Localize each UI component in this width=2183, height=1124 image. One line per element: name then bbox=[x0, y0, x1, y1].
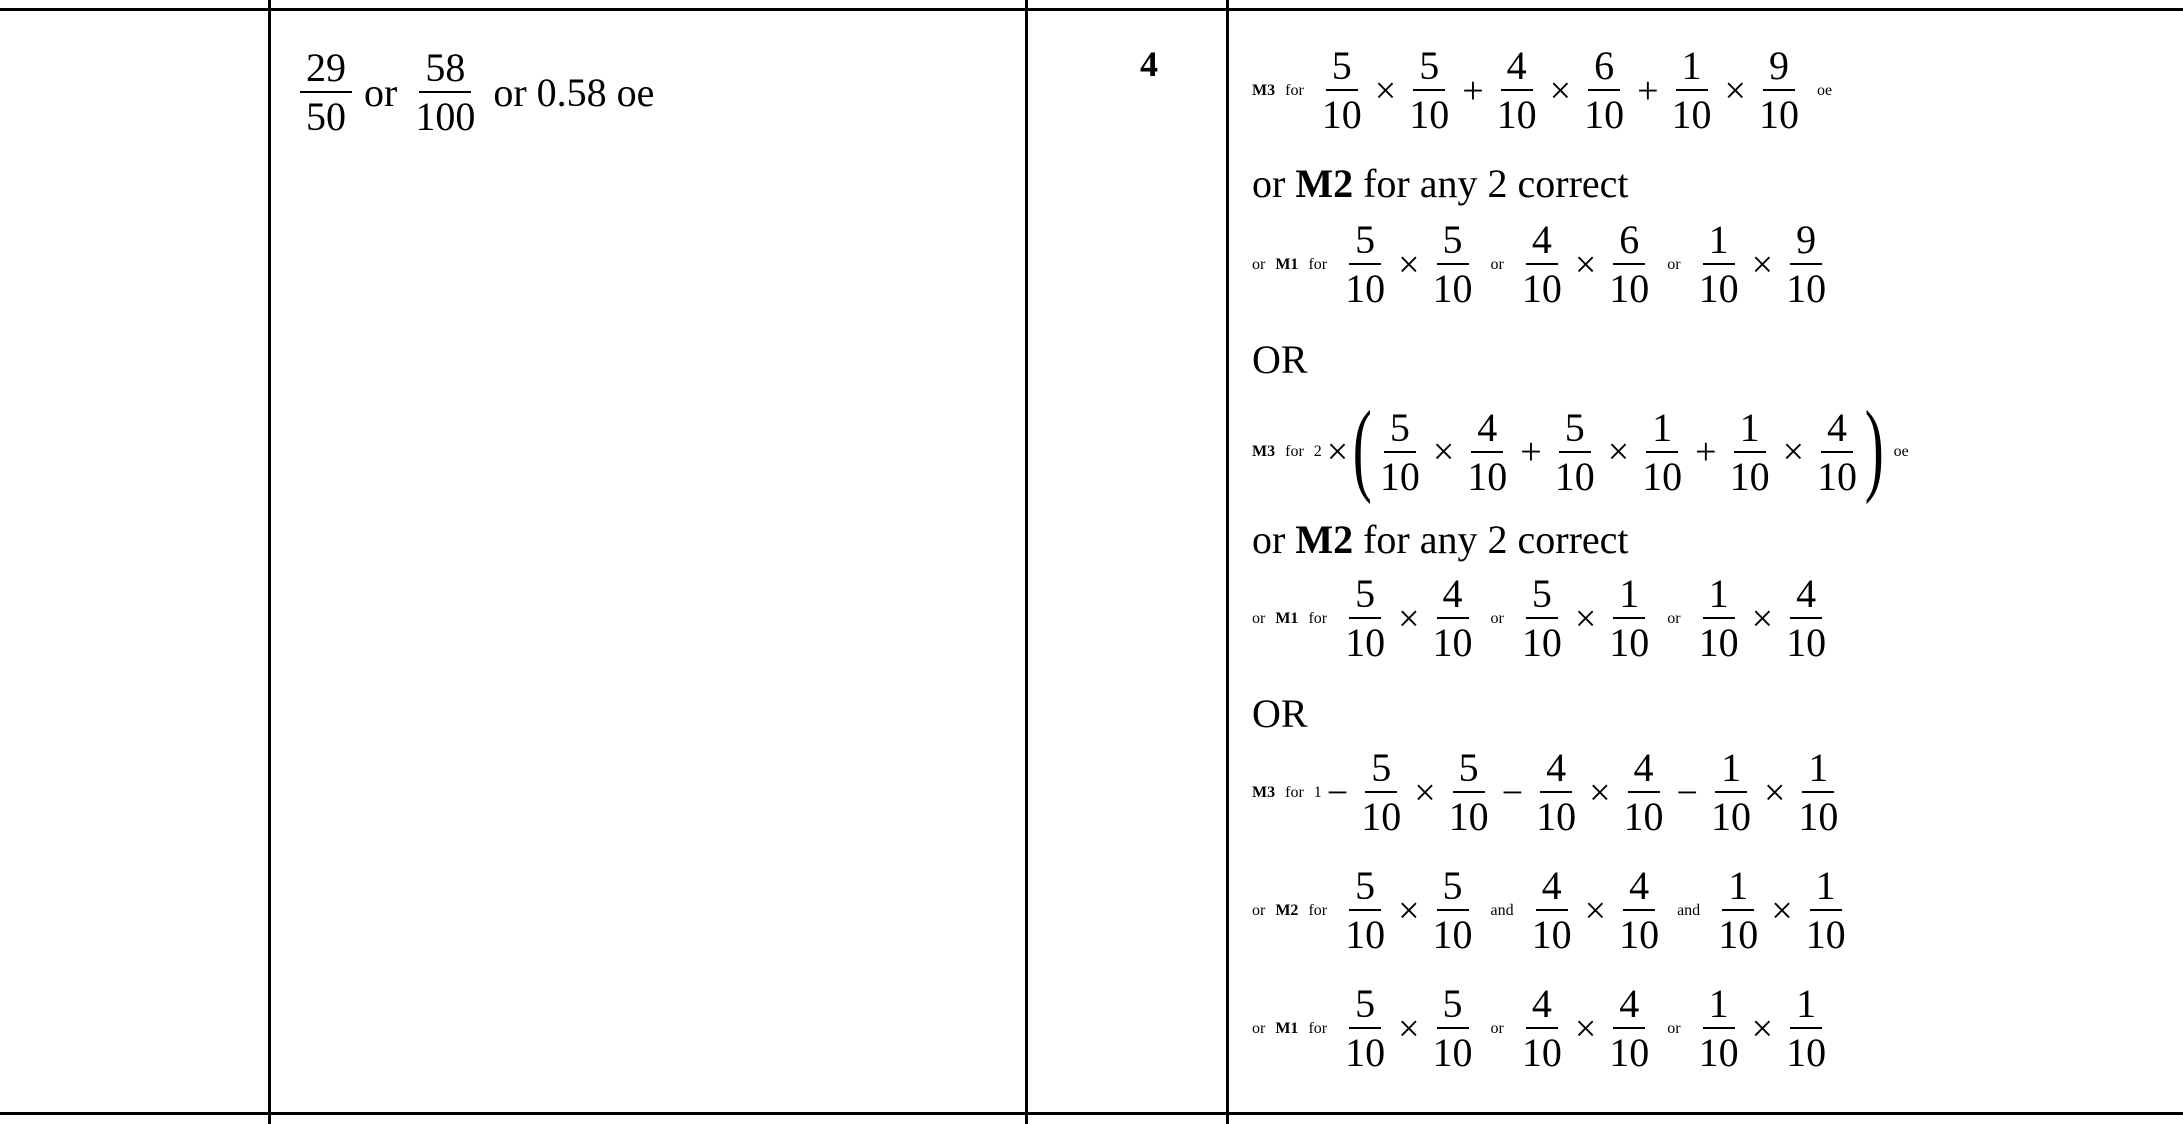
minus-sign: − bbox=[1501, 771, 1524, 814]
mark-code: M1 bbox=[1275, 1019, 1299, 1037]
times-sign: × bbox=[1398, 243, 1420, 286]
times-sign: × bbox=[1398, 889, 1420, 932]
denominator: 10 bbox=[1623, 794, 1664, 839]
denominator: 10 bbox=[1758, 92, 1799, 137]
denominator: 10 bbox=[1698, 620, 1739, 665]
or-text: or bbox=[1667, 1019, 1681, 1037]
table-border-bottom bbox=[0, 1112, 2183, 1115]
times-sign: × bbox=[1574, 243, 1597, 286]
fraction bbox=[1693, 572, 1745, 665]
or-text: or bbox=[1252, 517, 1286, 562]
mark-code: M1 bbox=[1275, 609, 1299, 627]
or-text: or bbox=[1490, 609, 1504, 627]
numerator: 5 bbox=[1326, 44, 1358, 91]
fraction bbox=[1705, 746, 1757, 839]
or-text: or bbox=[1490, 255, 1504, 273]
or-text: or bbox=[1667, 255, 1681, 273]
numerator: 1 bbox=[1802, 746, 1834, 793]
guidance-line-4 bbox=[1252, 390, 1919, 505]
fraction bbox=[1427, 572, 1479, 665]
denominator: 10 bbox=[1805, 912, 1846, 957]
mark-code: M2 bbox=[1295, 161, 1354, 206]
fraction bbox=[1339, 864, 1391, 957]
numerator: 58 bbox=[419, 46, 471, 93]
answer-alt-text: or 0.58 oe bbox=[493, 69, 655, 115]
fraction bbox=[1339, 218, 1391, 311]
numerator: 5 bbox=[1559, 406, 1591, 453]
denominator: 10 bbox=[1817, 453, 1858, 499]
numerator: 1 bbox=[1734, 406, 1766, 453]
answer-fraction-2 bbox=[409, 46, 481, 139]
numerator: 5 bbox=[1526, 572, 1558, 619]
numerator: 4 bbox=[1526, 982, 1558, 1029]
or-text: or bbox=[1252, 609, 1266, 627]
mark-code: M2 bbox=[1275, 901, 1299, 919]
denominator: 10 bbox=[1531, 912, 1572, 957]
mark-code: M1 bbox=[1275, 255, 1299, 273]
fraction bbox=[1753, 44, 1805, 137]
denominator: 10 bbox=[1609, 620, 1650, 665]
table-border-mark-col bbox=[1226, 0, 1229, 1124]
numerator: 5 bbox=[1384, 406, 1416, 453]
for-text: for bbox=[1308, 1019, 1328, 1037]
fraction bbox=[1427, 218, 1479, 311]
fraction bbox=[1603, 572, 1655, 665]
or-text: or bbox=[1490, 1019, 1504, 1037]
denominator: 10 bbox=[1432, 620, 1473, 665]
numerator: 4 bbox=[1471, 406, 1503, 453]
numerator: 5 bbox=[1349, 572, 1381, 619]
for-text: for bbox=[1308, 255, 1328, 273]
for-text: for bbox=[1308, 901, 1328, 919]
denominator: 10 bbox=[1521, 266, 1562, 311]
denominator: 10 bbox=[1409, 92, 1450, 137]
fraction bbox=[1780, 982, 1832, 1075]
fraction bbox=[1636, 406, 1688, 499]
numerator: 5 bbox=[1437, 218, 1469, 265]
numerator: 4 bbox=[1536, 864, 1568, 911]
denominator: 10 bbox=[1786, 620, 1827, 665]
numerator: 5 bbox=[1437, 982, 1469, 1029]
minus-sign: − bbox=[1326, 771, 1349, 814]
fraction bbox=[1549, 406, 1601, 499]
fraction bbox=[1491, 44, 1543, 137]
times-sign: × bbox=[1584, 889, 1607, 932]
numerator: 9 bbox=[1790, 218, 1822, 265]
fraction bbox=[1666, 44, 1718, 137]
for-text: for bbox=[1285, 783, 1304, 801]
fraction bbox=[1792, 746, 1844, 839]
left-paren: ( bbox=[1352, 390, 1373, 505]
answer-cell bbox=[298, 46, 664, 139]
denominator: 10 bbox=[1710, 794, 1751, 839]
numerator: 4 bbox=[1628, 746, 1660, 793]
denominator: 10 bbox=[1345, 266, 1386, 311]
numerator: 4 bbox=[1437, 572, 1469, 619]
numerator: 4 bbox=[1526, 218, 1558, 265]
table-border-answer-col bbox=[1025, 0, 1028, 1124]
denominator: 10 bbox=[1642, 453, 1683, 499]
fraction bbox=[1603, 982, 1655, 1075]
right-paren: ) bbox=[1864, 390, 1884, 505]
mark-code: M3 bbox=[1252, 81, 1276, 99]
fraction bbox=[1516, 982, 1568, 1075]
guidance-or-separator-1 bbox=[1252, 336, 1308, 383]
or-text: or bbox=[364, 69, 398, 115]
mark-code: M3 bbox=[1252, 783, 1276, 801]
mark-code: M2 bbox=[1295, 517, 1354, 562]
numerator: 5 bbox=[1349, 864, 1381, 911]
guidance-line-2 bbox=[1252, 160, 1629, 207]
denominator: 10 bbox=[1345, 1030, 1386, 1075]
OR-text: OR bbox=[1252, 691, 1308, 736]
times-sign: × bbox=[1398, 1007, 1420, 1050]
denominator: 10 bbox=[1698, 1030, 1739, 1075]
plus-sign: + bbox=[1637, 69, 1659, 112]
denominator: 10 bbox=[1521, 620, 1562, 665]
fraction bbox=[1427, 864, 1479, 957]
table-border-left-col bbox=[268, 0, 271, 1124]
numerator: 5 bbox=[1413, 44, 1445, 91]
for-text: for bbox=[1308, 609, 1328, 627]
fraction bbox=[1618, 746, 1670, 839]
for-text: for bbox=[1285, 443, 1304, 460]
fraction bbox=[1780, 218, 1832, 311]
or-text: or bbox=[1252, 901, 1266, 919]
times-sign: × bbox=[1763, 771, 1786, 814]
numerator: 1 bbox=[1676, 44, 1708, 91]
denominator: 10 bbox=[1432, 1030, 1473, 1075]
numerator: 1 bbox=[1613, 572, 1645, 619]
numerator: 4 bbox=[1613, 982, 1645, 1029]
oe-text: oe bbox=[1893, 443, 1909, 460]
numerator: 6 bbox=[1613, 218, 1645, 265]
times-sign: × bbox=[1751, 1007, 1774, 1050]
mark-code: M3 bbox=[1252, 443, 1276, 460]
fraction bbox=[1339, 572, 1391, 665]
fraction bbox=[1374, 406, 1426, 499]
times-sign: × bbox=[1432, 431, 1455, 473]
denominator: 10 bbox=[1467, 453, 1508, 499]
plus-sign: + bbox=[1520, 431, 1542, 473]
guidance-line-9 bbox=[1252, 982, 1834, 1075]
fraction bbox=[1780, 572, 1832, 665]
numerator: 1 bbox=[1790, 982, 1822, 1029]
any-2-correct-text: for any 2 correct bbox=[1363, 161, 1629, 206]
guidance-line-8 bbox=[1252, 864, 1854, 957]
fraction bbox=[1339, 982, 1391, 1075]
denominator: 10 bbox=[1448, 794, 1489, 839]
or-text: or bbox=[1667, 609, 1681, 627]
fraction bbox=[1526, 864, 1578, 957]
times-sign: × bbox=[1574, 1007, 1597, 1050]
denominator: 10 bbox=[1321, 92, 1362, 137]
numerator: 1 bbox=[1703, 572, 1735, 619]
denominator: 10 bbox=[1521, 1030, 1562, 1075]
fraction bbox=[1693, 982, 1745, 1075]
minus-sign: − bbox=[1676, 771, 1698, 814]
or-text: or bbox=[1252, 1019, 1266, 1037]
fraction bbox=[1724, 406, 1776, 499]
denominator: 10 bbox=[1345, 620, 1386, 665]
fraction bbox=[1530, 746, 1582, 839]
numerator: 1 bbox=[1703, 982, 1735, 1029]
numerator: 1 bbox=[1810, 864, 1842, 911]
numerator: 1 bbox=[1646, 406, 1678, 453]
guidance-line-1 bbox=[1252, 44, 1842, 137]
times-sign: × bbox=[1724, 69, 1746, 112]
fraction bbox=[1316, 44, 1368, 137]
numerator: 29 bbox=[300, 46, 352, 93]
times-sign: × bbox=[1374, 69, 1397, 112]
mark-value: 4 bbox=[1140, 44, 1158, 84]
numerator: 4 bbox=[1540, 746, 1572, 793]
one-text: 1 bbox=[1313, 783, 1322, 801]
numerator: 9 bbox=[1763, 44, 1795, 91]
denominator: 10 bbox=[1554, 453, 1595, 499]
table-border-top bbox=[0, 8, 2183, 11]
any-2-correct-text: for any 2 correct bbox=[1363, 517, 1629, 562]
plus-sign: + bbox=[1462, 69, 1484, 112]
denominator: 10 bbox=[1729, 453, 1770, 499]
denominator: 10 bbox=[1609, 266, 1650, 311]
times-sign: × bbox=[1771, 889, 1793, 932]
times-sign: × bbox=[1589, 771, 1611, 814]
numerator: 1 bbox=[1703, 218, 1735, 265]
times-sign: × bbox=[1574, 597, 1597, 640]
numerator: 4 bbox=[1821, 406, 1853, 453]
denominator: 10 bbox=[1584, 92, 1625, 137]
for-text: for bbox=[1285, 81, 1304, 99]
guidance-line-6 bbox=[1252, 572, 1834, 665]
denominator: 10 bbox=[1379, 453, 1420, 499]
denominator: 10 bbox=[1536, 794, 1577, 839]
fraction bbox=[1427, 982, 1479, 1075]
or-text: or bbox=[1252, 255, 1266, 273]
denominator: 10 bbox=[1345, 912, 1386, 957]
guidance-line-5 bbox=[1252, 516, 1629, 563]
times-sign: × bbox=[1549, 69, 1572, 112]
guidance-or-separator-2 bbox=[1252, 690, 1308, 737]
fraction bbox=[1516, 218, 1568, 311]
denominator: 10 bbox=[1361, 794, 1402, 839]
denominator: 50 bbox=[306, 94, 346, 139]
times-sign: × bbox=[1751, 597, 1774, 640]
fraction bbox=[1578, 44, 1630, 137]
plus-sign: + bbox=[1695, 431, 1717, 473]
times-sign: × bbox=[1782, 431, 1805, 473]
fraction bbox=[1461, 406, 1513, 499]
fraction bbox=[1603, 218, 1655, 311]
or-text: or bbox=[1252, 161, 1286, 206]
fraction bbox=[1712, 864, 1764, 957]
and-text: and bbox=[1677, 901, 1701, 919]
fraction bbox=[1516, 572, 1568, 665]
denominator: 10 bbox=[1496, 92, 1537, 137]
fraction bbox=[1811, 406, 1863, 499]
numerator: 5 bbox=[1365, 746, 1397, 793]
OR-text: OR bbox=[1252, 337, 1308, 382]
numerator: 4 bbox=[1501, 44, 1533, 91]
denominator: 10 bbox=[1786, 1030, 1827, 1075]
oe-text: oe bbox=[1816, 81, 1833, 99]
denominator: 10 bbox=[1786, 266, 1827, 311]
times-sign: × bbox=[1751, 243, 1774, 286]
fraction bbox=[1403, 44, 1455, 137]
fraction bbox=[1443, 746, 1495, 839]
and-text: and bbox=[1490, 901, 1514, 919]
numerator: 5 bbox=[1453, 746, 1485, 793]
fraction bbox=[1800, 864, 1852, 957]
numerator: 5 bbox=[1349, 982, 1381, 1029]
times-sign: × bbox=[1398, 597, 1420, 640]
numerator: 1 bbox=[1722, 864, 1754, 911]
numerator: 4 bbox=[1623, 864, 1655, 911]
denominator: 100 bbox=[415, 94, 476, 139]
fraction bbox=[1355, 746, 1407, 839]
times-sign: × bbox=[1414, 771, 1436, 814]
numerator: 4 bbox=[1790, 572, 1822, 619]
denominator: 10 bbox=[1619, 912, 1660, 957]
denominator: 10 bbox=[1798, 794, 1839, 839]
two-text: 2 bbox=[1313, 443, 1322, 460]
denominator: 10 bbox=[1671, 92, 1712, 137]
fraction bbox=[1613, 864, 1665, 957]
numerator: 5 bbox=[1349, 218, 1381, 265]
denominator: 10 bbox=[1432, 912, 1473, 957]
times-sign: × bbox=[1326, 431, 1349, 473]
denominator: 10 bbox=[1432, 266, 1473, 311]
denominator: 10 bbox=[1718, 912, 1759, 957]
guidance-line-3 bbox=[1252, 218, 1834, 311]
numerator: 1 bbox=[1715, 746, 1747, 793]
fraction bbox=[1693, 218, 1745, 311]
times-sign: × bbox=[1607, 431, 1630, 473]
numerator: 6 bbox=[1588, 44, 1620, 91]
denominator: 10 bbox=[1609, 1030, 1650, 1075]
denominator: 10 bbox=[1698, 266, 1739, 311]
numerator: 5 bbox=[1437, 864, 1469, 911]
guidance-line-7 bbox=[1252, 746, 1846, 839]
answer-fraction-1 bbox=[300, 46, 352, 139]
